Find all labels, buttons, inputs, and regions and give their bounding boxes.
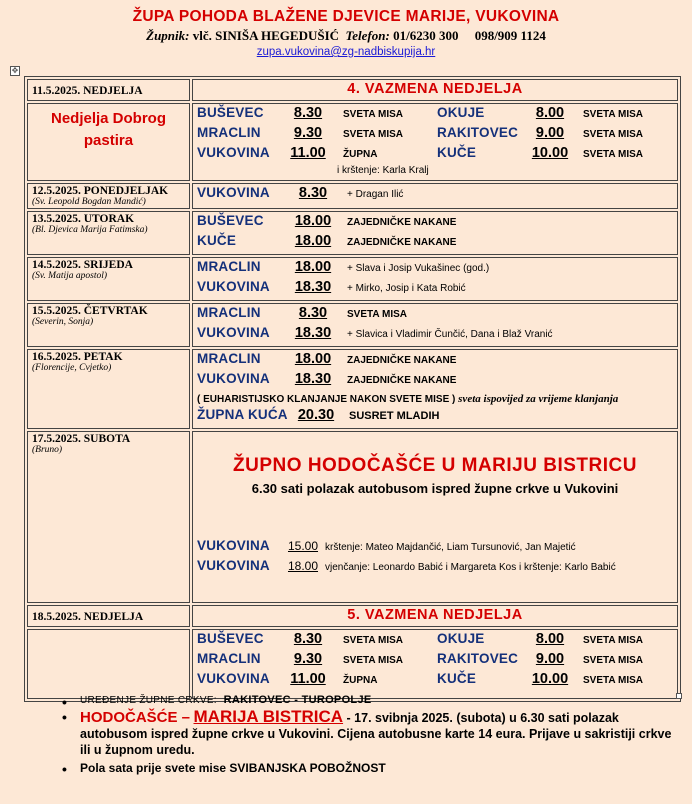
pilgrimage-details: - 17. svibnja 2025. (subota) u 6.30 sati polazak autobusom ispred župne crkve u Vukovini. Cijena autobusne karte 14 eura. Prijave u sakristiji crkve ili u župnom uredu. (80, 711, 672, 757)
mass-row (197, 233, 673, 253)
sunday-note-cell (27, 103, 190, 181)
mass-time: 18.00 (294, 213, 332, 229)
mass-row (197, 631, 673, 651)
mass-column (437, 105, 643, 121)
mass-row (197, 371, 673, 391)
mass-note: SVETA MISA (343, 635, 404, 646)
date-cell (27, 431, 190, 603)
location-name: MRACLIN (197, 259, 261, 274)
mass-column (197, 125, 437, 141)
mass-note: + Slavica i Vladimir Čunčić, Dana i Blaž Vranić (347, 329, 553, 340)
masses-cell (192, 629, 678, 699)
location-name: BUŠEVEC (197, 105, 264, 120)
location-name: MRACLIN (197, 651, 261, 666)
mass-time: 18.30 (294, 371, 332, 387)
sunday-heading-cell (192, 605, 678, 627)
mass-column (197, 631, 437, 647)
mass-time: 18.30 (294, 325, 332, 341)
date-cell (27, 183, 190, 209)
baptism-note: i krštenje: Karla Kralj (337, 165, 429, 176)
mass-time: 11.00 (290, 671, 326, 687)
mass-time: 18.30 (294, 279, 332, 295)
date-cell (27, 349, 190, 429)
table-row (27, 257, 678, 301)
mass-column (437, 145, 643, 161)
confession-note: sveta ispovijed za vrijeme klanjanja (458, 393, 619, 405)
mass-note: SVETA MISA (343, 109, 404, 120)
saint-label: (Severin, Sonja) (32, 317, 94, 327)
page-header (0, 0, 692, 58)
mass-column (197, 651, 437, 667)
schedule-table (24, 76, 681, 702)
table-row (27, 349, 678, 429)
saint-label: (Florencije, Cvjetko) (32, 363, 112, 373)
table-row (27, 211, 678, 255)
location-name: MRACLIN (197, 125, 261, 140)
location-name: VUKOVINA (197, 325, 270, 340)
pilgrimage-destination: MARIJA BISTRICA (193, 707, 344, 726)
mass-note: vjenčanje: Leonardo Babić i Margareta Kos i krštenje: Karlo Babić (325, 562, 616, 573)
saint-label: (Bl. Djevica Marija Fatimska) (32, 225, 148, 235)
mass-note: ZAJEDNIČKE NAKANE (347, 375, 457, 386)
location-name: VUKOVINA (197, 145, 270, 160)
mass-column (437, 631, 643, 647)
mass-row (197, 351, 673, 371)
mass-row (197, 651, 673, 671)
mass-note: ŽUPNA (343, 149, 378, 160)
pilgrimage-subtitle: 6.30 sati polazak autobusom ispred župne crkve u Vukovini (251, 481, 619, 496)
date-label: 18.5.2025. NEDJELJA (32, 611, 144, 623)
sunday-heading: 5. VAZMENA NEDJELJA (347, 607, 523, 623)
pastor-name: vlč. SINIŠA HEGEDUŠIĆ (192, 28, 340, 43)
date-label: 16.5.2025. PETAK (32, 351, 123, 363)
mass-note: SVETA MISA (583, 635, 644, 646)
date-cell (27, 303, 190, 347)
date-label: 13.5.2025. UTORAK (32, 213, 135, 225)
location-name: VUKOVINA (197, 185, 270, 200)
table-row (27, 103, 678, 181)
mass-row (197, 259, 673, 279)
mass-time: 18.00 (287, 559, 319, 573)
mass-time: 8.00 (535, 105, 565, 121)
empty-cell (27, 629, 190, 699)
masses-cell (192, 103, 678, 181)
mass-time: 18.00 (294, 351, 332, 367)
table-row (27, 605, 678, 627)
mass-row (197, 213, 673, 233)
pastor-label: Župnik: (146, 28, 190, 43)
mass-time: 15.00 (287, 539, 319, 553)
location-name: VUKOVINA (197, 671, 270, 686)
mass-note: SVETA MISA (583, 149, 644, 160)
location-name: VUKOVINA (197, 538, 270, 553)
cleaning-label: UREĐENJE ŽUPNE CRKVE: (80, 695, 217, 706)
mass-column (197, 105, 437, 121)
masses-cell (192, 211, 678, 255)
mass-time: 8.30 (293, 631, 323, 647)
mass-time: 8.30 (298, 185, 328, 201)
mass-note: SVETA MISA (583, 675, 644, 686)
date-label: 15.5.2025. ČETVRTAK (32, 305, 148, 317)
mass-row (197, 105, 673, 125)
location-name: BUŠEVEC (197, 213, 264, 228)
mass-time: 9.30 (293, 125, 323, 141)
location-name: VUKOVINA (197, 371, 270, 386)
mass-row (197, 125, 673, 145)
pilgrimage-title: ŽUPNO HODOČAŠĆE U MARIJU BISTRICU (233, 455, 637, 476)
notes-list (58, 694, 678, 778)
mass-note: SUSRET MLADIH (349, 410, 440, 422)
mass-time: 10.00 (531, 145, 569, 161)
table-row (27, 431, 678, 603)
location-name: OKUJE (437, 631, 485, 646)
location-name: MRACLIN (197, 305, 261, 320)
mass-note: ZAJEDNIČKE NAKANE (347, 355, 457, 366)
masses-cell (192, 303, 678, 347)
mass-time: 18.00 (294, 233, 332, 249)
table-row (27, 629, 678, 699)
list-item (58, 761, 678, 775)
sunday-heading: 4. VAZMENA NEDJELJA (347, 81, 523, 97)
location-name: ŽUPNA KUĆA (197, 407, 288, 422)
location-name: OKUJE (437, 105, 485, 120)
mass-note: SVETA MISA (347, 309, 408, 320)
pilgrimage-cell (192, 431, 678, 603)
mass-note: + Dragan Ilić (347, 189, 404, 200)
adoration-line (197, 391, 673, 407)
list-item (58, 694, 678, 706)
date-label: 11.5.2025. NEDJELJA (32, 85, 143, 97)
sunday-note: Nedjelja Dobrog pastira (50, 110, 166, 149)
date-cell (27, 79, 190, 101)
location-name: BUŠEVEC (197, 631, 264, 646)
may-devotion-note: Pola sata prije svete mise SVIBANJSKA POBOŽNOST (80, 761, 386, 775)
location-name: RAKITOVEC (437, 651, 519, 666)
mass-row (197, 671, 673, 691)
mass-note: ZAJEDNIČKE NAKANE (347, 217, 457, 228)
pilgrimage-label: HODOČAŠĆE – (80, 709, 191, 726)
date-label: 17.5.2025. SUBOTA (32, 433, 131, 445)
mass-row (197, 407, 673, 427)
mass-note: SVETA MISA (343, 655, 404, 666)
location-name: RAKITOVEC (437, 125, 519, 140)
location-name: KUČE (437, 145, 477, 160)
mass-column (197, 671, 437, 687)
saint-label: (Bruno) (32, 445, 63, 455)
date-cell (27, 257, 190, 301)
mass-row (197, 558, 673, 578)
list-item (58, 709, 678, 758)
mass-row (197, 538, 673, 558)
mass-note: SVETA MISA (583, 129, 644, 140)
date-cell (27, 605, 190, 627)
sunday-heading-cell (192, 79, 678, 101)
mass-time: 10.00 (531, 671, 569, 687)
table-move-handle-icon[interactable]: ✥ (11, 66, 19, 75)
mass-note: + Mirko, Josip i Kata Robić (347, 283, 466, 294)
mass-note: + Slava i Josip Vukašinec (god.) (347, 263, 490, 274)
table-row (27, 183, 678, 209)
mass-time: 11.00 (290, 145, 326, 161)
mass-note: krštenje: Mateo Majdančić, Liam Tursunović, Jan Majetić (325, 542, 576, 553)
date-cell (27, 211, 190, 255)
mass-time: 8.30 (298, 305, 328, 321)
location-name: VUKOVINA (197, 279, 270, 294)
mass-column (437, 651, 643, 667)
location-name: MRACLIN (197, 351, 261, 366)
mass-time: 8.30 (293, 105, 323, 121)
saint-label: (Sv. Matija apostol) (32, 271, 108, 281)
mass-time: 20.30 (297, 407, 335, 423)
saint-label: (Sv. Leopold Bogdan Mandić) (32, 197, 146, 207)
mass-time: 9.00 (535, 651, 565, 667)
phone-label: Telefon: (345, 28, 390, 43)
parish-title: ŽUPA POHODA BLAŽENE DJEVICE MARIJE, VUKOVINA (132, 8, 560, 25)
mass-row (197, 145, 673, 165)
mass-column (437, 671, 643, 687)
mass-time: 8.00 (535, 631, 565, 647)
mass-note: SVETA MISA (583, 655, 644, 666)
masses-cell (192, 257, 678, 301)
table-row (27, 303, 678, 347)
date-label: 14.5.2025. SRIJEDA (32, 259, 133, 271)
email-link[interactable]: zupa.vukovina@zg-nadbiskupija.hr (256, 46, 436, 58)
mass-column (437, 125, 643, 141)
mass-row (197, 279, 673, 299)
location-name: KUČE (437, 671, 477, 686)
mass-note: SVETA MISA (343, 129, 404, 140)
date-label: 12.5.2025. PONEDJELJAK (32, 185, 169, 197)
location-name: VUKOVINA (197, 558, 270, 573)
cleaning-value: RAKITOVEC - TUROPOLJE (223, 694, 372, 706)
mass-note: ZAJEDNIČKE NAKANE (347, 237, 457, 248)
table-row (27, 79, 678, 101)
location-name: KUČE (197, 233, 237, 248)
phone-numbers: 01/6230 300 098/909 1124 (393, 28, 546, 43)
mass-note: ŽUPNA (343, 675, 378, 686)
mass-row (197, 305, 673, 325)
mass-time: 18.00 (294, 259, 332, 275)
mass-row (197, 325, 673, 345)
mass-column (197, 145, 437, 161)
mass-row (197, 185, 673, 205)
masses-cell (192, 183, 678, 209)
mass-note: SVETA MISA (583, 109, 644, 120)
mass-time: 9.00 (535, 125, 565, 141)
masses-cell (192, 349, 678, 429)
mass-time: 9.30 (293, 651, 323, 667)
pastor-line (0, 28, 692, 44)
adoration-text: ( EUHARISTIJSKO KLANJANJE NAKON SVETE MISE ) (197, 394, 456, 405)
